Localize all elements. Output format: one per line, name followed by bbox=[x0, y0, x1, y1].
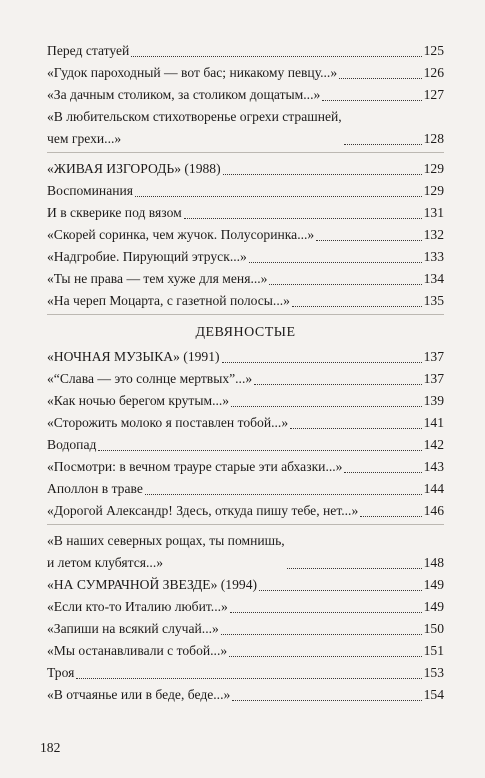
entry-title bbox=[47, 246, 247, 268]
divider bbox=[47, 524, 444, 525]
entry-title bbox=[47, 268, 267, 290]
entry-title-line: «Надгробие. Пирующий этруск...» bbox=[47, 249, 247, 264]
entry-title-line: «НОЧНАЯ МУЗЫКА» (1991) bbox=[47, 349, 220, 364]
table-of-contents bbox=[47, 40, 444, 706]
entry-title-line: «В любительском стихотворенье огрехи страшней, bbox=[47, 109, 342, 124]
entry-page-number: 154 bbox=[423, 687, 444, 702]
entry-page-number: 150 bbox=[423, 621, 444, 636]
entry-page-number: 126 bbox=[423, 65, 444, 80]
entry-title-line: «Посмотри: в вечном трауре старые эти абхазки...» bbox=[47, 459, 343, 474]
entry-title bbox=[47, 500, 358, 522]
toc-entry[interactable] bbox=[47, 368, 444, 390]
entry-page-number: 134 bbox=[423, 271, 444, 286]
toc-entry[interactable] bbox=[47, 62, 444, 84]
entry-title-line: чем грехи...» bbox=[47, 131, 122, 146]
entry-page-number: 129 bbox=[423, 183, 444, 198]
toc-entry[interactable] bbox=[47, 574, 444, 596]
toc-entry[interactable] bbox=[47, 434, 444, 456]
entry-title-line: Аполлон в траве bbox=[47, 481, 143, 496]
toc-entry[interactable] bbox=[47, 412, 444, 434]
entry-title-line: «В наших северных рощах, ты помнишь, bbox=[47, 533, 285, 548]
dot-leader bbox=[344, 462, 421, 473]
entry-page-number: 135 bbox=[423, 293, 444, 308]
entry-page-number: 149 bbox=[423, 577, 444, 592]
entry-title-line: «Гудок пароходный — вот бас; никакому певцу...» bbox=[47, 65, 338, 80]
entry-title bbox=[47, 478, 143, 500]
entry-title-line: Перед статуей bbox=[47, 43, 130, 58]
toc-entry[interactable] bbox=[47, 158, 444, 180]
entry-page-number: 143 bbox=[423, 459, 444, 474]
dot-leader bbox=[232, 690, 421, 701]
section-heading: ДЕВЯНОСТЫЕ bbox=[195, 325, 296, 340]
entry-page-number: 149 bbox=[423, 599, 444, 614]
entry-title bbox=[47, 40, 129, 62]
entry-title bbox=[47, 290, 290, 312]
dot-leader bbox=[223, 164, 422, 175]
entry-title bbox=[47, 158, 221, 180]
toc-entry[interactable] bbox=[47, 84, 444, 106]
entry-title-line: «Сторожить молоко я поставлен тобой...» bbox=[47, 415, 289, 430]
entry-title bbox=[47, 412, 288, 434]
entry-page-number: 133 bbox=[423, 249, 444, 264]
entry-title-line: «Дорогой Александр! Здесь, откуда пишу тебе, нет...» bbox=[47, 503, 359, 518]
entry-page-number: 137 bbox=[423, 349, 444, 364]
dot-leader bbox=[231, 396, 422, 407]
toc-entry[interactable] bbox=[47, 684, 444, 706]
entry-title-line: Троя bbox=[47, 665, 75, 680]
entry-title-line: «Если кто-то Италию любит...» bbox=[47, 599, 228, 614]
dot-leader bbox=[339, 68, 421, 79]
dot-leader bbox=[249, 252, 422, 263]
entry-title-line: «В отчаянье или в беде, беде...» bbox=[47, 687, 231, 702]
dot-leader bbox=[230, 602, 422, 613]
dot-leader bbox=[184, 208, 422, 219]
entry-title bbox=[47, 456, 342, 478]
divider bbox=[47, 152, 444, 153]
toc-entry[interactable] bbox=[47, 478, 444, 500]
toc-entry[interactable] bbox=[47, 456, 444, 478]
entry-title-line: И в скверике под вязом bbox=[47, 205, 182, 220]
entry-title bbox=[47, 202, 182, 224]
entry-page-number: 132 bbox=[423, 227, 444, 242]
dot-leader bbox=[76, 668, 421, 679]
entry-title bbox=[47, 84, 320, 106]
entry-title-line: «ЖИВАЯ ИЗГОРОДЬ» (1988) bbox=[47, 161, 221, 176]
page-number: 182 bbox=[40, 740, 61, 755]
entry-page-number: 153 bbox=[423, 665, 444, 680]
entry-title bbox=[47, 618, 219, 640]
entry-title-line: «“Слава — это солнце мертвых”...» bbox=[47, 371, 253, 386]
toc-entry[interactable] bbox=[47, 246, 444, 268]
dot-leader bbox=[290, 418, 421, 429]
entry-title bbox=[47, 640, 227, 662]
toc-entry[interactable] bbox=[47, 596, 444, 618]
entry-page-number: 141 bbox=[423, 415, 444, 430]
dot-leader bbox=[98, 440, 421, 451]
entry-page-number: 148 bbox=[423, 555, 444, 570]
entry-title-line: «Ты не права — тем хуже для меня...» bbox=[47, 271, 268, 286]
dot-leader bbox=[287, 558, 422, 569]
entry-title-line: и летом клубятся...» bbox=[47, 555, 164, 570]
dot-leader bbox=[344, 134, 422, 145]
entry-page-number: 151 bbox=[423, 643, 444, 658]
dot-leader bbox=[322, 90, 421, 101]
entry-page-number: 127 bbox=[423, 87, 444, 102]
entry-page-number: 128 bbox=[423, 131, 444, 146]
entry-title bbox=[47, 346, 220, 368]
entry-title-line: «Запиши на всякий случай...» bbox=[47, 621, 219, 636]
dot-leader bbox=[269, 274, 421, 285]
entry-title bbox=[47, 434, 96, 456]
entry-page-number: 131 bbox=[423, 205, 444, 220]
entry-title bbox=[47, 530, 285, 574]
toc-entry[interactable] bbox=[47, 500, 444, 522]
entry-title bbox=[47, 368, 252, 390]
dot-leader bbox=[222, 352, 422, 363]
entry-title-line: Воспоминания bbox=[47, 183, 134, 198]
entry-title-line: «НА СУМРАЧНОЙ ЗВЕЗДЕ» (1994) bbox=[47, 577, 258, 592]
divider bbox=[47, 314, 444, 315]
entry-page-number: 129 bbox=[423, 161, 444, 176]
entry-title bbox=[47, 684, 230, 706]
toc-entry[interactable] bbox=[47, 106, 444, 150]
entry-page-number: 144 bbox=[423, 481, 444, 496]
dot-leader bbox=[316, 230, 421, 241]
dot-leader bbox=[145, 484, 422, 495]
entry-title-line: Водопад bbox=[47, 437, 97, 452]
dot-leader bbox=[292, 296, 422, 307]
entry-title-line: «Скорей соринка, чем жучок. Полусоринка...» bbox=[47, 227, 315, 242]
dot-leader bbox=[254, 374, 421, 385]
entry-title-line: «За дачным столиком, за столиком дощатым...» bbox=[47, 87, 321, 102]
toc-entry[interactable] bbox=[47, 202, 444, 224]
toc-entry[interactable] bbox=[47, 40, 444, 62]
dot-leader bbox=[259, 580, 422, 591]
entry-title bbox=[47, 106, 342, 150]
entry-title bbox=[47, 224, 314, 246]
toc-entry[interactable] bbox=[47, 640, 444, 662]
toc-entry[interactable] bbox=[47, 180, 444, 202]
dot-leader bbox=[135, 186, 422, 197]
dot-leader bbox=[131, 46, 421, 57]
toc-entry[interactable] bbox=[47, 224, 444, 246]
entry-page-number: 139 bbox=[423, 393, 444, 408]
entry-title bbox=[47, 574, 257, 596]
dot-leader bbox=[229, 646, 421, 657]
entry-title-line: «Мы останавливали с тобой...» bbox=[47, 643, 228, 658]
toc-entry[interactable] bbox=[47, 662, 444, 684]
toc-entry[interactable] bbox=[47, 530, 444, 574]
entry-title-line: «На череп Моцарта, с газетной полосы...» bbox=[47, 293, 290, 308]
entry-page-number: 142 bbox=[423, 437, 444, 452]
dot-leader bbox=[221, 624, 422, 635]
entry-title bbox=[47, 662, 74, 684]
toc-entry[interactable] bbox=[47, 268, 444, 290]
entry-title bbox=[47, 596, 228, 618]
entry-title bbox=[47, 180, 133, 202]
entry-title-line: «Как ночью берегом крутым...» bbox=[47, 393, 230, 408]
toc-entry[interactable] bbox=[47, 390, 444, 412]
entry-page-number: 146 bbox=[423, 503, 444, 518]
toc-entry[interactable] bbox=[47, 618, 444, 640]
entry-page-number: 137 bbox=[423, 371, 444, 386]
toc-entry[interactable] bbox=[47, 346, 444, 368]
entry-title bbox=[47, 62, 337, 84]
toc-entry[interactable] bbox=[47, 290, 444, 312]
entry-title bbox=[47, 390, 229, 412]
dot-leader bbox=[360, 506, 421, 517]
entry-page-number: 125 bbox=[423, 43, 444, 58]
